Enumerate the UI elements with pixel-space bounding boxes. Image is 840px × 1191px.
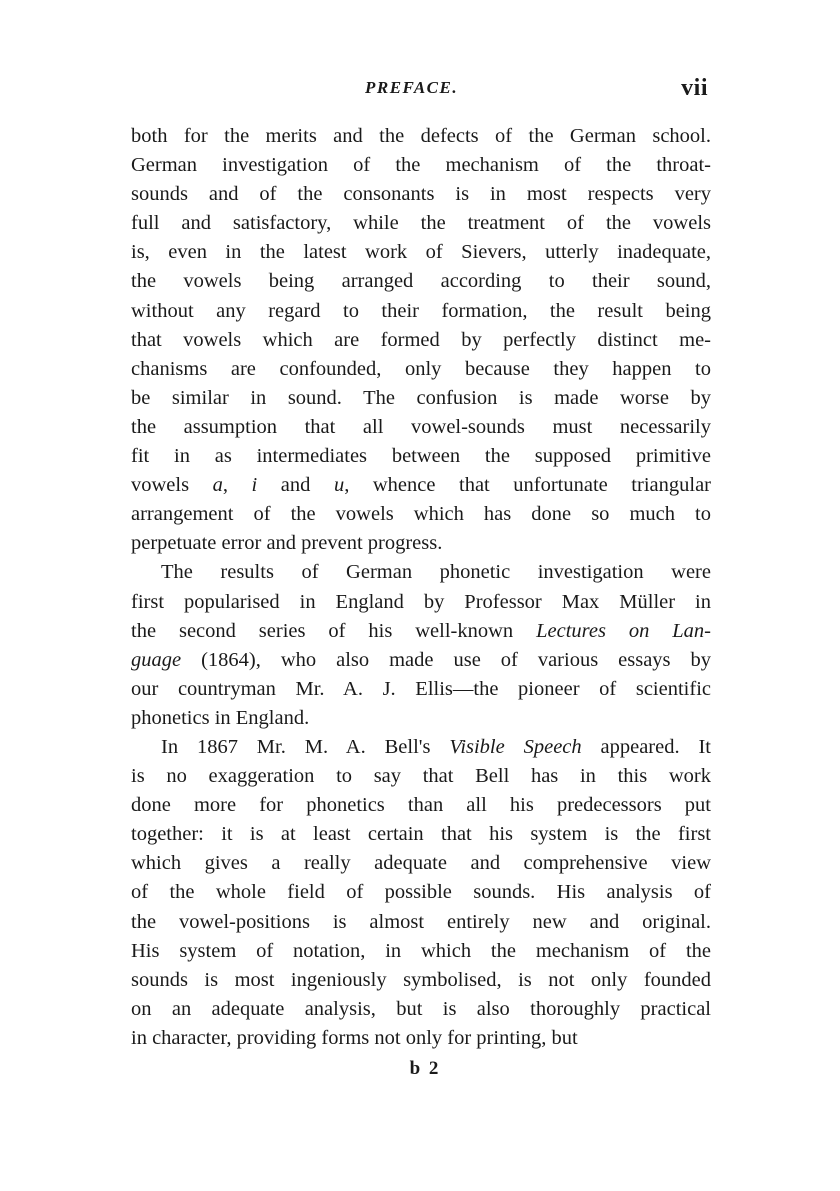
running-head: PREFACE. [365,78,459,97]
italic-text: Visible Speech [449,735,582,758]
text-run: is, even in the latest work of Sievers, utterly inadequate, [131,241,711,264]
text-run: our countryman Mr. A. J. Ellis—the pioneer of scientific [131,677,711,700]
text-line [131,500,711,529]
text-run: phonetics in England. [131,706,310,729]
text-run: full and satisfactory, while the treatment of the vowels [131,212,711,235]
italic-text: i [251,474,258,497]
text-run: His system of notation, in which the mechanism of the [131,939,711,962]
text-line [131,588,711,617]
italic-text: u [333,474,345,497]
text-line [131,646,711,675]
text-run: vowels [131,474,213,497]
text-run: in character, providing forms not only for printing, but [131,1026,578,1049]
text-run: , [222,474,252,497]
italic-text: Lectures on Lan- [536,619,711,642]
italic-text: guage [131,648,182,671]
text-run: , whence that unfortunate triangular [344,474,711,497]
text-line [131,238,711,267]
text-run: together: it is at least certain that his system is the first [131,823,711,846]
text-run: and [257,474,334,497]
text-line [131,558,711,587]
text-line [131,471,711,500]
text-line [131,820,711,849]
text-line [131,878,711,907]
text-line [131,297,711,326]
text-line [131,762,711,791]
text-line [131,849,711,878]
text-run: done more for phonetics than all his predecessors put [131,794,711,817]
italic-text: a [212,474,223,497]
text-line [131,209,711,238]
text-run: the vowel-positions is almost entirely new and original. [131,910,711,933]
text-run: that vowels which are formed by perfectly distinct me- [131,328,711,351]
paragraph [131,733,711,1053]
text-line [131,413,711,442]
text-line [131,267,711,296]
page-header [130,75,710,104]
text-run: The results of German phonetic investigation were [161,561,711,584]
text-run: the second series of his well-known [131,619,537,642]
text-run: German investigation of the mechanism of the throat- [131,154,711,177]
text-line [131,529,711,558]
text-line [131,908,711,937]
text-line [131,384,711,413]
text-line [131,355,711,384]
text-line [131,704,711,733]
text-line [131,326,711,355]
text-line [131,995,711,1024]
text-line [131,122,711,151]
paragraph [131,122,711,558]
page-number: vii [681,75,708,101]
text-line [131,1024,711,1053]
text-run: arrangement of the vowels which has done so much to [131,503,711,526]
text-run: the assumption that all vowel-sounds must necessarily [131,415,711,438]
text-run: both for the merits and the defects of the German school. [131,125,711,147]
text-line [131,442,711,471]
text-line [131,675,711,704]
text-run: In 1867 Mr. M. A. Bell's [161,735,450,758]
body-text [131,122,711,1053]
text-run: the vowels being arranged according to their sound, [131,270,711,293]
text-run: fit in as intermediates between the supposed primitive [131,445,711,468]
text-run: sounds is most ingeniously symbolised, is not only founded [131,968,711,991]
text-run: first popularised in England by Professor Max Müller in [131,590,711,613]
text-line [131,791,711,820]
text-line [131,151,711,180]
paragraph [131,558,711,733]
text-run: without any regard to their formation, the result being [131,299,711,322]
text-line [131,180,711,209]
text-line [131,966,711,995]
text-line [131,733,711,762]
text-run: chanisms are confounded, only because they happen to [131,357,711,380]
text-line [131,937,711,966]
text-run: perpetuate error and prevent progress. [131,532,443,555]
text-run: is no exaggeration to say that Bell has in this work [131,765,711,788]
signature-mark: b 2 [409,1058,441,1079]
text-run: be similar in sound. The confusion is made worse by [131,386,711,409]
text-run: of the whole field of possible sounds. His analysis of [131,881,711,904]
text-run: on an adequate analysis, but is also thoroughly practical [131,997,711,1020]
text-run: which gives a really adequate and comprehensive view [131,852,711,875]
text-run: (1864), who also made use of various essays by [181,648,711,671]
text-line [131,617,711,646]
text-run: appeared. It [581,735,711,758]
text-run: sounds and of the consonants is in most respects very [131,183,711,206]
